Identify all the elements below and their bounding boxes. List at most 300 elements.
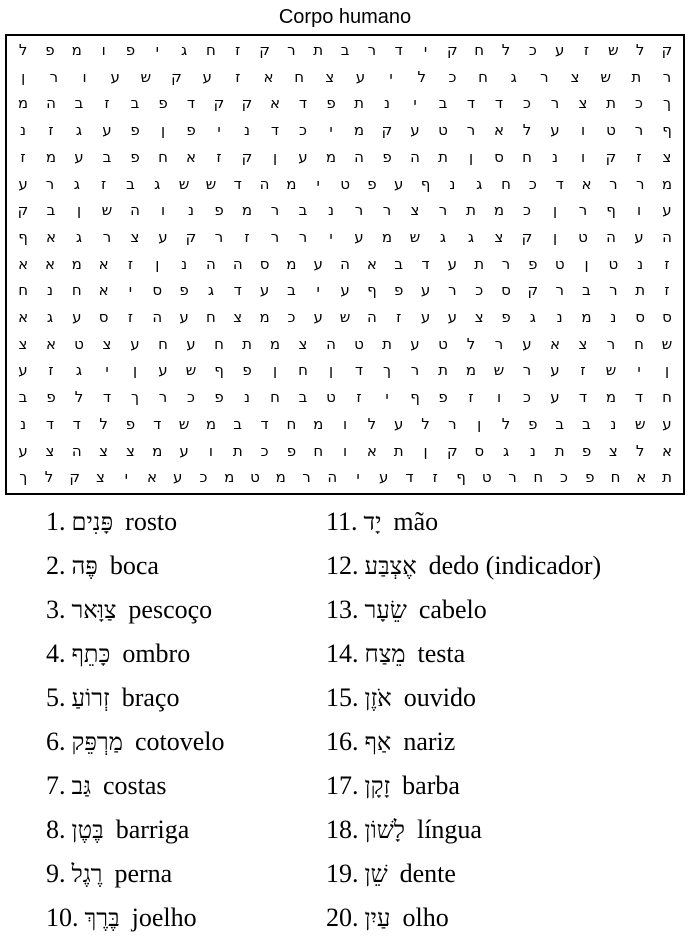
grid-letter: ן [272,147,278,166]
grid-row [11,333,679,355]
grid-letter: ק [241,94,253,113]
grid-letter: ח [206,41,216,59]
grid-letter: ח [662,388,672,407]
word-number: 4. [46,639,66,668]
grid-letter: ע [18,361,28,380]
grid-letter: י [105,361,109,380]
grid-letter: ר [550,94,560,113]
word-number: 20. [326,903,359,932]
grid-letter: ר [555,281,564,300]
grid-letter: ע [554,41,565,59]
grid-letter: ד [405,468,414,487]
word-portuguese: barba [402,771,460,800]
grid-letter: ד [260,414,269,433]
word-number: 13. [326,595,359,624]
grid-letter: ש [339,308,351,326]
word-portuguese: nariz [403,727,456,756]
grid-letter: ן [155,254,160,273]
grid-letter: ק [447,441,458,460]
grid-letter: ס [494,147,504,166]
grid-letter: ע [420,281,431,300]
grid-letter: י [329,121,333,140]
word-number: 11. [326,507,358,536]
grid-letter: ה [662,227,672,246]
grid-letter: ד [45,414,55,433]
grid-letter: ע [550,361,560,380]
grid-letter: ת [438,361,448,380]
grid-letter: ד [394,41,403,59]
grid-letter: ע [173,468,183,487]
grid-letter: ח [501,174,511,193]
grid-letter: ז [101,174,107,193]
grid-letter: ק [259,41,270,59]
grid-letter: ע [130,334,140,353]
grid-letter: א [44,254,55,273]
word-list-item [46,500,316,544]
grid-letter: ז [636,147,642,166]
grid-letter: ש [605,361,617,380]
grid-letter: ן [584,254,589,273]
grid-letter: ק [171,67,182,86]
grid-letter: ש [140,67,152,86]
grid-letter: ת [382,334,392,353]
grid-letter: ע [102,121,112,140]
word-list-item [46,764,316,808]
grid-letter: ו [636,201,642,220]
grid-letter: א [45,334,57,353]
grid-letter: ר [501,254,511,273]
word-number: 1. [46,507,66,536]
grid-letter: ג [476,174,483,193]
grid-letter: ב [438,94,448,113]
grid-letter: ח [474,41,485,59]
grid-letter: כ [560,468,568,487]
grid-letter: ה [326,334,336,353]
word-portuguese: ombro [122,639,191,668]
grid-letter: ט [554,254,565,273]
grid-letter: ד [186,94,196,113]
grid-letter: ף [606,201,616,220]
grid-letter: ת [354,94,364,113]
grid-letter: ן [552,227,558,246]
grid-letter: א [185,147,197,166]
word-number: 15. [326,683,359,712]
grid-letter: ר [354,201,364,220]
word-list-left-column [46,500,316,940]
grid-letter: מ [465,361,477,380]
grid-letter: פ [528,254,538,273]
word-number: 7. [46,771,66,800]
grid-letter: ו [580,121,586,140]
grid-letter: ק [241,147,253,166]
grid-letter: צ [494,227,504,246]
grid-letter: ך [382,361,392,380]
grid-letter: ז [20,147,26,166]
grid-letter: א [581,174,592,193]
grid-letter: ר [382,201,392,220]
grid-letter: ב [394,254,404,273]
grid-letter: ו [160,201,166,220]
grid-letter: ד [466,94,476,113]
grid-letter: ל [18,41,28,59]
grid-letter: ת [606,94,616,113]
grid-row [11,386,679,408]
grid-letter: ע [634,227,644,246]
grid-letter: מ [381,227,393,246]
grid-letter: ו [208,441,213,460]
grid-letter: ט [578,227,588,246]
word-list [0,500,690,940]
grid-letter: ל [635,41,645,59]
grid-letter: מ [313,414,324,433]
word-list-item [326,588,686,632]
grid-letter: כ [287,308,296,326]
grid-letter: ח [634,334,644,353]
grid-letter: כ [523,94,531,113]
grid-letter: ט [606,121,616,140]
grid-letter: פ [214,201,224,220]
word-number: 6. [46,727,66,756]
grid-letter: ע [259,281,270,300]
word-hebrew: שֵׂעָר [364,595,407,624]
grid-letter: ר [438,201,448,220]
grid-letter: נ [327,201,334,220]
grid-letter: ע [354,227,364,246]
grid-letter: ה [340,254,350,273]
grid-letter: ח [71,281,82,300]
grid-letter: ח [214,334,224,353]
grid-letter: ע [522,334,532,353]
grid-letter: צ [96,468,105,487]
grid-letter: ז [216,147,222,166]
word-portuguese: ouvido [403,683,476,712]
grid-letter: מ [205,414,217,433]
grid-letter: א [263,67,274,86]
word-portuguese: língua [416,815,482,844]
grid-letter: פ [585,468,595,487]
word-hebrew: עַיִן [364,903,391,932]
grid-letter: ו [101,41,106,59]
grid-letter: ק [213,94,225,113]
grid-letter: כ [528,41,537,59]
word-hebrew: צַוָּאר [71,595,117,624]
grid-letter: ג [207,281,215,300]
page-title: Corpo humano [278,6,412,28]
grid-letter: ל [522,121,532,140]
grid-row [11,199,679,221]
grid-letter: ר [287,41,296,59]
grid-letter: פ [130,121,140,140]
word-portuguese: olho [402,903,449,932]
grid-letter: כ [528,174,537,193]
grid-letter: ס [501,281,511,300]
grid-letter: א [98,254,109,273]
grid-letter: ל [501,41,511,59]
grid-letter: ק [69,468,81,487]
grid-letter: ן [272,361,278,380]
grid-letter: ת [393,441,404,460]
grid-letter: ט [438,121,448,140]
grid-letter: ג [75,361,83,380]
grid-letter: מ [241,201,253,220]
word-list-item [46,544,316,588]
grid-letter: ר [270,227,280,246]
grid-letter: ד [634,388,644,407]
grid-letter: ע [110,67,120,86]
grid-letter: ב [74,94,84,113]
word-hebrew: מֵצַח [364,639,406,668]
grid-letter: ן [477,414,482,433]
grid-letter: נ [610,414,617,433]
grid-letter: ת [242,334,252,353]
grid-letter: ב [298,388,308,407]
grid-letter: ב [102,147,112,166]
grid-letter: ס [98,308,109,326]
grid-letter: ת [313,41,324,59]
grid-letter: צ [662,147,672,166]
grid-letter: א [366,441,377,460]
word-list-item [46,588,316,632]
grid-letter: ף [420,174,431,193]
grid-letter: י [413,94,417,113]
grid-letter: ק [527,281,539,300]
grid-letter: י [389,67,393,86]
grid-letter: ת [466,201,476,220]
grid-letter: ר [448,414,457,433]
grid-letter: ת [631,67,642,86]
word-number: 12. [326,551,359,580]
grid-letter: ש [634,414,646,433]
grid-letter: ב [130,94,140,113]
grid-letter: ן [468,147,474,166]
grid-letter: ע [410,334,420,353]
grid-letter: פ [186,121,196,140]
grid-letter: ר [466,121,476,140]
grid-letter: כ [299,121,307,140]
grid-letter: ח [158,147,168,166]
grid-letter: נ [637,254,644,273]
grid-letter: ח [298,361,308,380]
word-hebrew: כָּתֵף [71,639,111,668]
grid-letter: ט [354,334,364,353]
word-list-item [46,896,316,940]
word-number: 9. [46,859,66,888]
grid-letter: ו [82,67,87,86]
grid-row [11,413,679,435]
grid-letter: ף [456,468,466,487]
grid-letter: מ [661,174,673,193]
grid-letter: ע [355,67,366,86]
grid-letter: ש [661,334,673,353]
grid-letter: ד [233,174,242,193]
grid-letter: פ [214,388,224,407]
grid-letter: מ [275,468,286,487]
grid-letter: ן [664,361,670,380]
grid-letter: ד [421,254,430,273]
grid-letter: ק [17,201,29,220]
grid-letter: ה [130,201,140,220]
grid-letter: ן [132,361,138,380]
grid-row [11,173,679,195]
grid-letter: ע [72,308,82,326]
grid-letter: י [316,174,320,193]
grid-letter: ת [662,468,672,487]
grid-letter: ב [287,281,296,300]
grid-letter: פ [501,308,511,326]
grid-letter: מ [493,201,505,220]
grid-letter: ז [235,41,241,59]
grid-letter: נ [610,308,617,326]
grid-letter: ר [302,468,311,487]
grid-letter: ד [233,281,242,300]
grid-letter: פ [326,94,336,113]
grid-letter: ר [635,174,645,193]
grid-letter: ר [662,67,672,86]
grid-letter: פ [46,388,56,407]
grid-letter: ע [340,281,350,300]
grid-letter: ג [510,67,517,86]
grid-letter: ר [609,174,618,193]
grid-letter: פ [286,441,297,460]
grid-letter: ח [206,308,216,326]
grid-letter: פ [438,388,448,407]
grid-letter: ג [439,227,447,246]
grid-letter: כ [475,281,484,300]
grid-letter: א [146,468,158,487]
word-list-item [46,808,316,852]
grid-letter: נ [551,147,558,166]
grid-letter: ל [44,468,54,487]
word-list-item [46,632,316,676]
word-hebrew: שֵׁן [364,859,388,888]
grid-row [11,66,679,88]
grid-letter: ד [494,94,504,113]
grid-letter: ש [205,174,217,193]
grid-letter: פ [528,414,538,433]
grid-letter: נ [19,121,26,140]
grid-letter: ט [481,468,492,487]
grid-letter: ט [326,388,336,407]
grid-letter: ב [126,174,135,193]
grid-letter: ט [608,254,619,273]
grid-letter: ע [447,254,458,273]
grid-letter: צ [578,334,588,353]
grid-letter: ח [478,67,488,86]
grid-letter: ז [48,121,54,140]
grid-letter: ע [313,254,323,273]
word-hebrew: בֶּרֶךְ [84,903,120,932]
grid-letter: ע [550,121,560,140]
word-number: 16. [326,727,359,756]
grid-letter: ז [396,308,402,326]
grid-letter: ן [76,201,82,220]
grid-letter: ז [127,254,134,273]
grid-letter: ג [181,41,188,59]
grid-letter: כ [187,388,195,407]
grid-letter: פ [158,94,168,113]
grid-letter: מ [259,308,270,326]
grid-letter: צ [125,441,135,460]
grid-letter: ב [18,388,28,407]
grid-letter: ע [420,308,431,326]
grid-letter: ך [130,388,140,407]
grid-letter: ר [634,121,644,140]
grid-letter: ה [410,147,420,166]
grid-letter: ה [366,308,377,326]
grid-letter: א [493,121,505,140]
grid-letter: ג [75,121,83,140]
word-hebrew: פֶּה [71,551,98,580]
grid-letter: נ [449,174,456,193]
grid-letter: ג [73,174,80,193]
grid-letter: ע [447,308,458,326]
grid-letter: ז [583,41,590,59]
word-list-item [46,720,316,764]
grid-letter: ד [153,414,162,433]
grid-letter: ה [46,94,56,113]
grid-letter: ר [102,227,112,246]
grid-letter: מ [581,308,592,326]
grid-letter: ז [356,388,362,407]
grid-letter: ד [72,414,81,433]
grid-letter: ל [501,414,511,433]
grid-row [11,466,679,488]
grid-letter: י [637,361,641,380]
grid-letter: נ [243,388,250,407]
word-hebrew: זָקָן [364,771,391,800]
grid-letter: פ [394,281,404,300]
word-portuguese: boca [109,551,159,580]
grid-letter: ז [664,281,670,300]
grid-letter: צ [325,67,335,86]
word-hebrew: רֶגֶל [71,859,103,888]
grid-letter: מ [71,254,82,273]
grid-letter: ע [158,361,168,380]
grid-letter: א [18,254,29,273]
grid-letter: ל [421,414,430,433]
grid-letter: פ [382,147,392,166]
grid-letter: ו [343,414,348,433]
grid-letter: ת [232,441,243,460]
grid-letter: מ [325,147,337,166]
grid-letter: צ [130,227,140,246]
grid-letter: ח [286,414,297,433]
grid-letter: א [98,281,109,300]
grid-letter: כ [199,468,208,487]
grid-letter: ד [102,388,112,407]
word-portuguese: mão [393,507,439,536]
grid-letter: פ [581,441,592,460]
grid-letter: א [636,468,647,487]
word-portuguese: pescoço [128,595,213,624]
word-portuguese: barriga [115,815,190,844]
grid-letter: ז [468,388,474,407]
grid-letter: נ [181,254,188,273]
grid-letter: ג [467,227,475,246]
grid-letter: פ [242,361,252,380]
grid-letter: ק [185,227,197,246]
grid-letter: ה [152,308,163,326]
grid-letter: מ [605,388,617,407]
word-hebrew: זְרוֹעַ [71,683,110,712]
grid-letter: ת [635,281,646,300]
grid-letter: י [155,41,159,59]
word-portuguese: costas [103,771,167,800]
word-portuguese: dente [399,859,456,888]
grid-letter: ה [206,254,216,273]
grid-letter: נ [383,94,390,113]
word-list-item [326,896,686,940]
